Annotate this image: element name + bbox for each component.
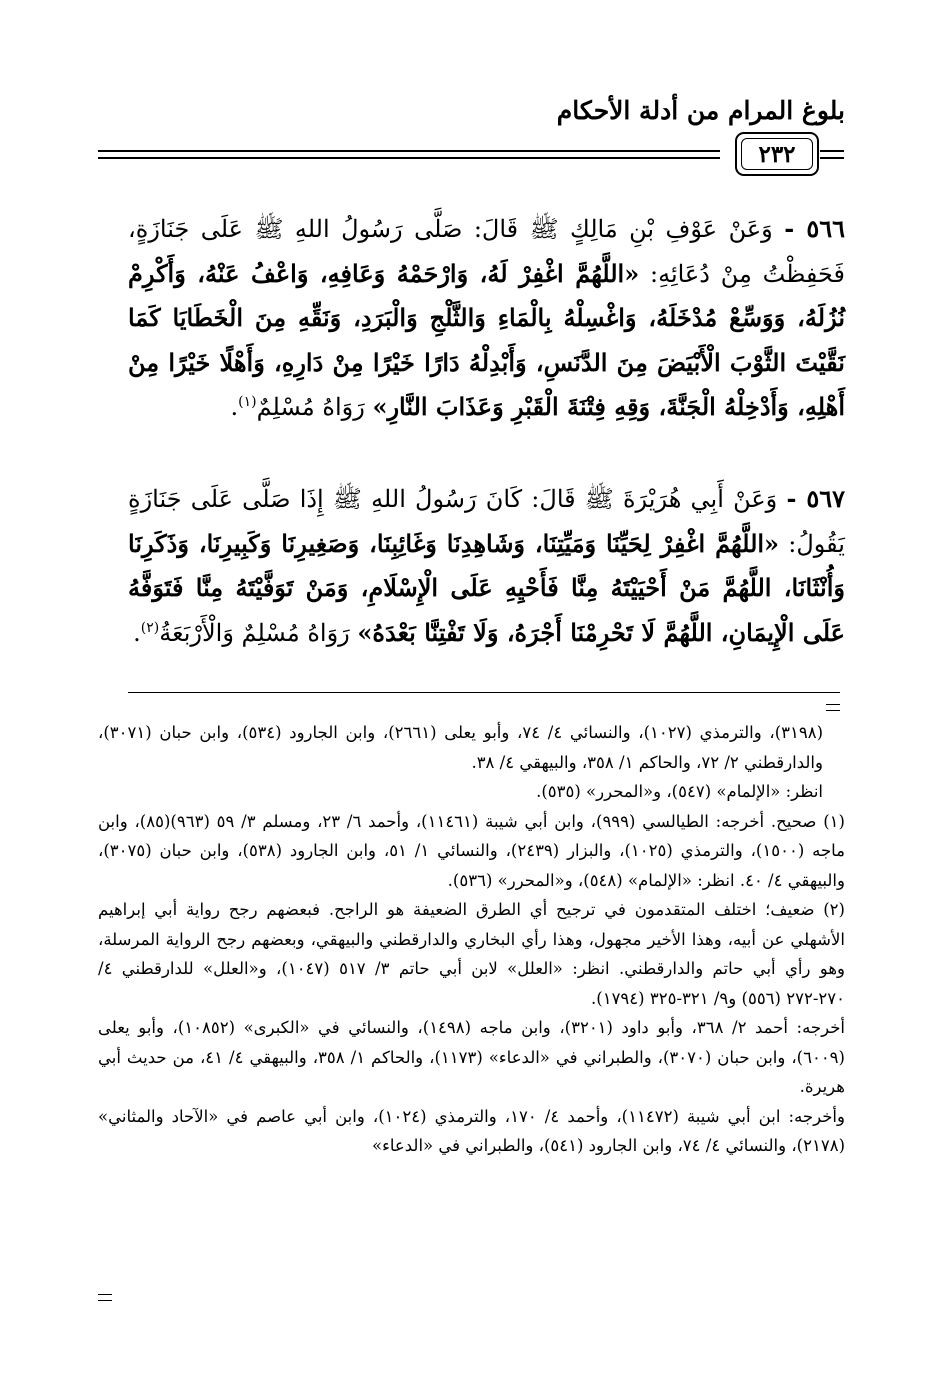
footnote-separator <box>128 692 840 693</box>
hadith-number: ٥٦٦ - <box>784 214 845 243</box>
footnote-text: صحيح. أخرجه: الطيالسي (٩٩٩)، وابن أبي شيبة (١١٤٦١)، وأحمد ٦/ ٢٣، ومسلم ٣/ ٥٩ (٩٦٣)(٨٥)، وابن ماجه (١٥٠٠)، والترمذي (١٠٢٥)، والبزار (٢٤٣٩)، والنسائي ١/ ٥١، وابن الجارود (٥٣٨)، وابن حبان (٣٠٧٥)، والبيهقي ٤/ ٤٠. انظر: «الإلمام» (٥٤٨)، و«المحرر» (٥٣٦). <box>98 811 846 890</box>
footnote-text: ضعيف؛ اختلف المتقدمون في ترجيح أي الطرق الضعيفة هو الراجح. فبعضهم رجح رواية أبي إبراهيم الأشهلي عن أبيه، وهذا الأخير مجهول، وهذا رأي البخاري والدارقطني والبيهقي، وبعضهم رجح الرواية المرسلة، وهو رأي أبي حاتم والدارقطني. انظر: «العلل» لابن أبي حاتم ٣/ ٥١٧ (١٠٤٧)، و«العلل» للدارقطني ٤/ ٢٧٠-٢٧٢ (٥٥٦) و٩/ ٣٢١-٣٢٥ (١٧٩٤). <box>98 900 846 1008</box>
hadith-narration: رَوَاهُ مُسْلِمٌ <box>256 393 365 421</box>
footnote-ref[interactable]: (٢) <box>140 619 160 636</box>
continuation-mark <box>98 1294 112 1301</box>
hadith-narration: رَوَاهُ مُسْلِمٌ وَالْأَرْبَعَةُ <box>159 618 350 647</box>
page-number-text: ٢٣٢ <box>758 140 796 168</box>
footnote-label: (٢) <box>823 900 845 919</box>
hadith-intro: وَعَنْ أَبِي هُرَيْرَةَ ﷺ قَالَ: كَانَ رَسُولُ اللهِ ﷺ إِذَا صَلَّى عَلَى جَنَازَةٍ يَقُولُ: <box>128 485 845 558</box>
hadith-566 <box>128 207 845 430</box>
continuation-mark <box>826 704 840 711</box>
hadith-567 <box>128 477 845 655</box>
footnote-text: أخرجه: أحمد ٢/ ٣٦٨، وأبو داود (٣٢٠١)، وابن ماجه (١٤٩٨)، والنسائي في «الكبرى» (١٠٨٥٢)، وأبو يعلى (٦٠٠٩)، وابن حبان (٣٠٧٠)، والطبراني في «الدعاء» (١١٧٣)، والحاكم ١/ ٣٥٨، والبيهقي ٤/ ٤١، من حديث أبي هريرة. <box>98 1018 845 1096</box>
header-rule <box>820 157 844 159</box>
footnote-label: (١) <box>823 811 845 831</box>
hadith-end: . <box>230 393 239 421</box>
footnote-continued-text: (٣١٩٨)، والترمذي (١٠٢٧)، والنسائي ٤/ ٧٤، وأبو يعلى (٢٦٦١)، وابن الجارود (٥٣٤)، وابن حبان (٣٠٧١)، والدارقطني ٢/ ٧٢، والحاكم ١/ ٣٥٨، والبيهقي ٤/ ٣٨. <box>98 723 824 772</box>
footnotes <box>98 718 845 1161</box>
hadith-intro: وَعَنْ عَوْفِ بْنِ مَالِكٍ ﷺ قَالَ: صَلَّى رَسُولُ اللهِ ﷺ عَلَى جَنَازَةٍ، فَحَفِظْتُ مِنْ دُعَائِهِ: <box>128 215 845 288</box>
hadith-quote: «اللَّهُمَّ اغْفِرْ لَهُ، وَارْحَمْهُ وَعَافِهِ، وَاعْفُ عَنْهُ، وَأَكْرِمْ نُزُلَهُ، وَوَسِّعْ مُدْخَلَهُ، وَاغْسِلْهُ بِالْمَاءِ وَالثَّلْجِ وَالْبَرَدِ، وَنَقِّهِ مِنَ الْخَطَايَا كَمَا نَقَّيْتَ الثَّوْبَ الْأَبْيَضَ مِنَ الدَّنَسِ، وَأَبْدِلْهُ دَارًا خَيْرًا مِنْ دَارِهِ، وَأَهْلًا خَيْرًا مِنْ أَهْلِهِ، وَأَدْخِلْهُ الْجَنَّةَ، وَقِهِ فِتْنَةَ الْقَبْرِ وَعَذَابَ النَّارِ» <box>128 258 845 421</box>
hadith-end: . <box>133 618 141 647</box>
header-rule <box>820 150 844 152</box>
header-rule <box>98 157 720 159</box>
book-title: بلوغ المرام من أدلة الأحكام <box>556 96 845 125</box>
hadith-quote: «اللَّهُمَّ اغْفِرْ لِحَيِّنَا وَمَيِّتِنَا، وَشَاهِدِنَا وَغَائِبِنَا، وَصَغِيرِنَا وَكَبِيرِنَا، وَذَكَرِنَا وَأُنْثَانَا، اللَّهُمَّ مَنْ أَحْيَيْتَهُ مِنَّا فَأَحْيِهِ عَلَى الْإِسْلَامِ، وَمَنْ تَوَفَّيْتَهُ مِنَّا فَتَوَفَّهُ عَلَى الْإِيمَانِ، اللَّهُمَّ لَا تَحْرِمْنَا أَجْرَهُ، وَلَا تَفْتِنَّا بَعْدَهُ» <box>128 528 845 647</box>
footnote-1 <box>98 807 845 896</box>
hadith-number: ٥٦٧ - <box>786 484 845 513</box>
footnote-continued-text: انظر: «الإلمام» (٥٤٧)، و«المحرر» (٥٣٥). <box>536 782 823 801</box>
header-rule <box>98 150 720 152</box>
page-number <box>735 132 819 176</box>
footnote-ref[interactable]: (١) <box>238 394 257 410</box>
footnote-2 <box>98 895 845 1013</box>
footnote-text: وأخرجه: ابن أبي شيبة (١١٤٧٢)، وأحمد ٤/ ١٧٠، والترمذي (١٠٢٤)، وابن أبي عاصم في «الآحاد والمثاني» (٢١٧٨)، والنسائي ٤/ ٧٤، وابن الجارود (٥٤١)، والطبراني في «الدعاء» <box>98 1106 845 1155</box>
